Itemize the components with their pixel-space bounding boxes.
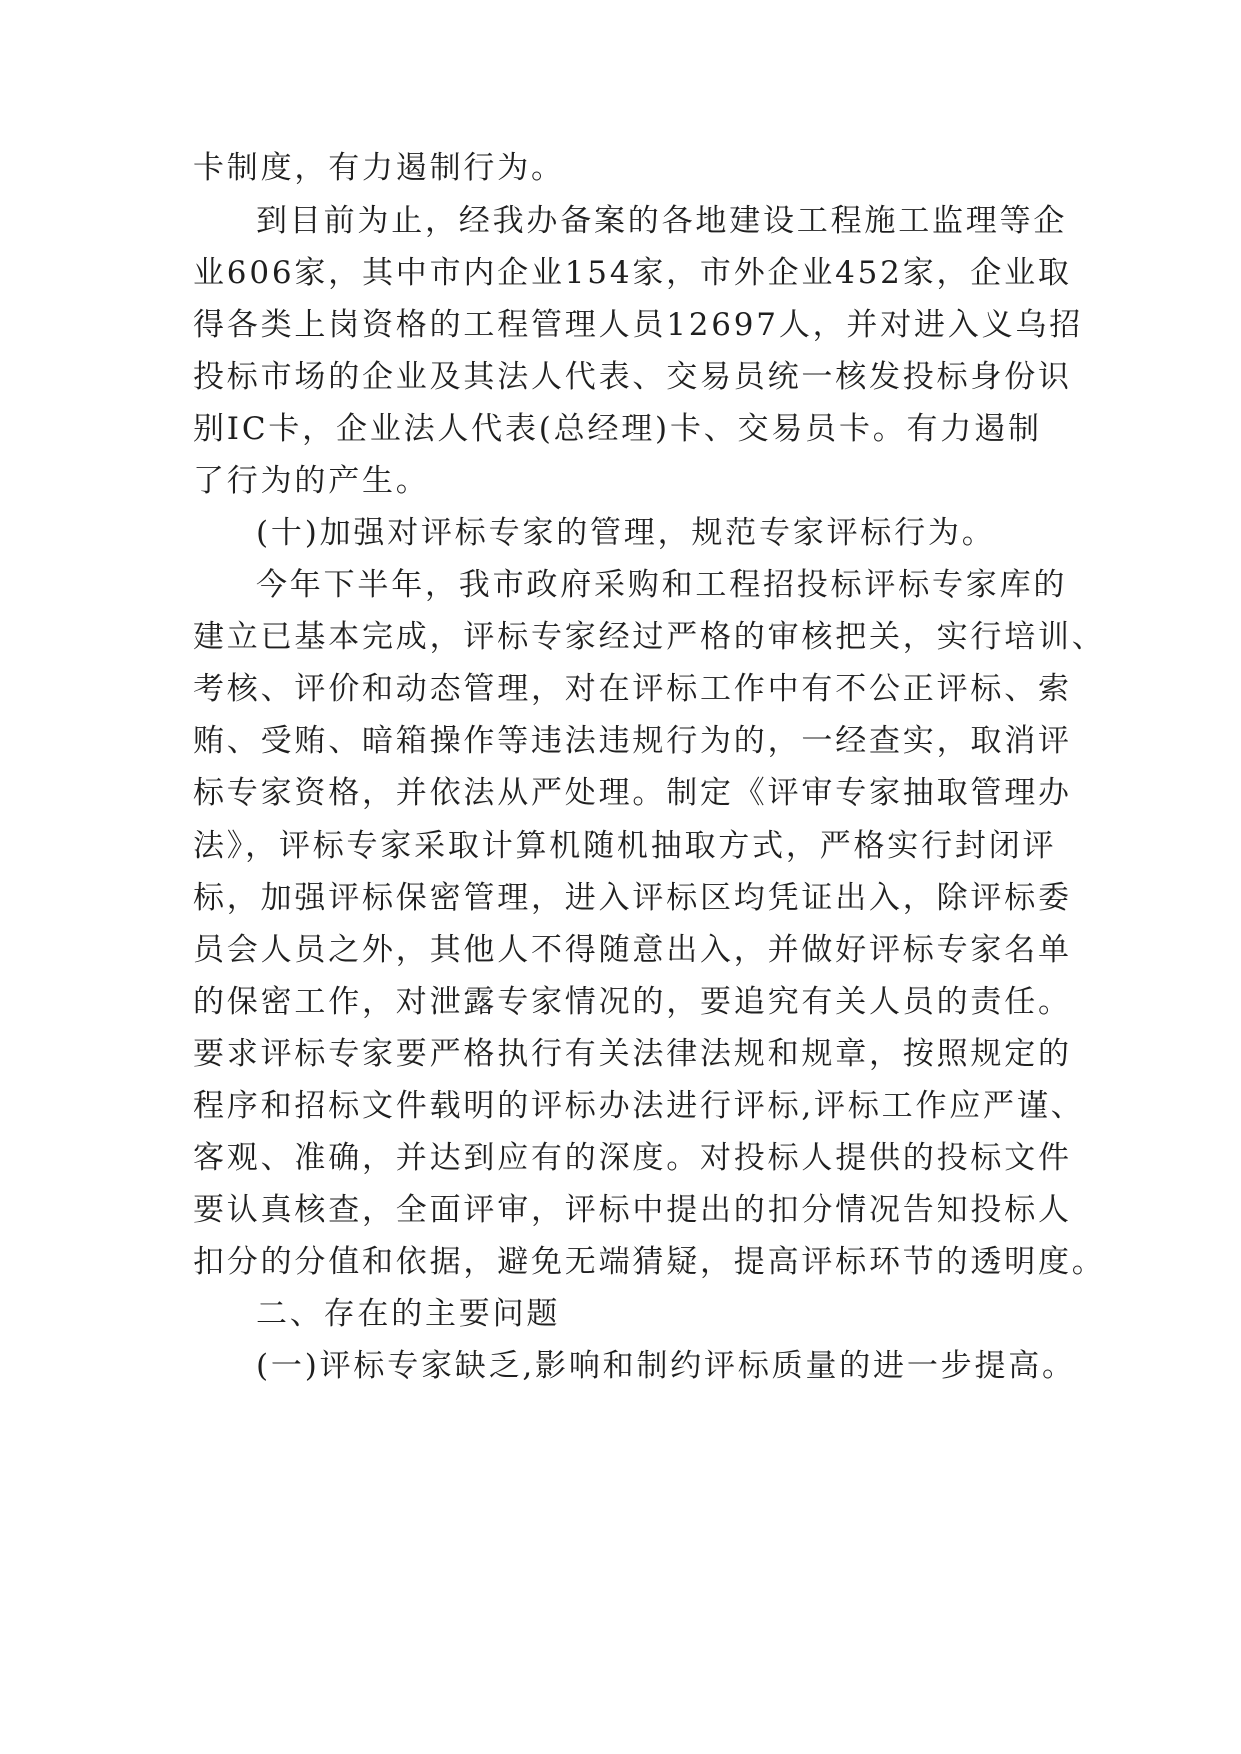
text-line: 贿、受贿、暗箱操作等违法违规行为的，一经查实，取消评 — [193, 723, 1072, 759]
text-line: 法》，评标专家采取计算机随机抽取方式，严格实行封闭评 — [193, 828, 1057, 864]
text-line: 到目前为止，经我办备案的各地建设工程施工监理等企 — [256, 203, 1068, 239]
text-line: 扣分的分值和依据，避免无端猜疑，提高评标环节的透明度。 — [193, 1244, 1106, 1280]
text-line: 考核、评价和动态管理，对在评标工作中有不公正评标、索 — [193, 671, 1072, 707]
text-line: 得各类上岗资格的工程管理人员12697人，并对进入义乌招 — [193, 307, 1084, 343]
text-line: 员会人员之外，其他人不得随意出入，并做好评标专家名单 — [193, 932, 1072, 968]
text-line: 投标市场的企业及其法人代表、交易员统一核发投标身份识 — [193, 359, 1072, 395]
text-line: 程序和招标文件载明的评标办法进行评标,评标工作应严谨、 — [193, 1088, 1085, 1124]
text-line: 今年下半年，我市政府采购和工程招投标评标专家库的 — [256, 567, 1068, 603]
text-line: 标专家资格，并依法从严处理。制定《评审专家抽取管理办 — [193, 775, 1072, 811]
text-line: 标，加强评标保密管理，进入评标区均凭证出入，除评标委 — [193, 880, 1072, 916]
text-line: 别IC卡，企业法人代表(总经理)卡、交易员卡。有力遏制 — [193, 411, 1042, 447]
section-heading: (十)加强对评标专家的管理，规范专家评标行为。 — [256, 515, 996, 551]
text-line: 要求评标专家要严格执行有关法律法规和规章，按照规定的 — [193, 1036, 1072, 1072]
text-line: 要认真核查，全面评审，评标中提出的扣分情况告知投标人 — [193, 1192, 1072, 1228]
text-line: 了行为的产生。 — [193, 463, 430, 499]
text-line: 建立已基本完成，评标专家经过严格的审核把关，实行培训、 — [193, 619, 1106, 655]
section-heading: (一)评标专家缺乏,影响和制约评标质量的进一步提高。 — [256, 1348, 1076, 1384]
text-line: 业606家，其中市内企业154家，市外企业452家，企业取 — [193, 255, 1072, 291]
section-heading: 二、存在的主要问题 — [256, 1296, 561, 1332]
text-line: 的保密工作，对泄露专家情况的，要追究有关人员的责任。 — [193, 984, 1072, 1020]
text-line: 卡制度，有力遏制行为。 — [193, 150, 565, 186]
text-line: 客观、准确，并达到应有的深度。对投标人提供的投标文件 — [193, 1140, 1072, 1176]
